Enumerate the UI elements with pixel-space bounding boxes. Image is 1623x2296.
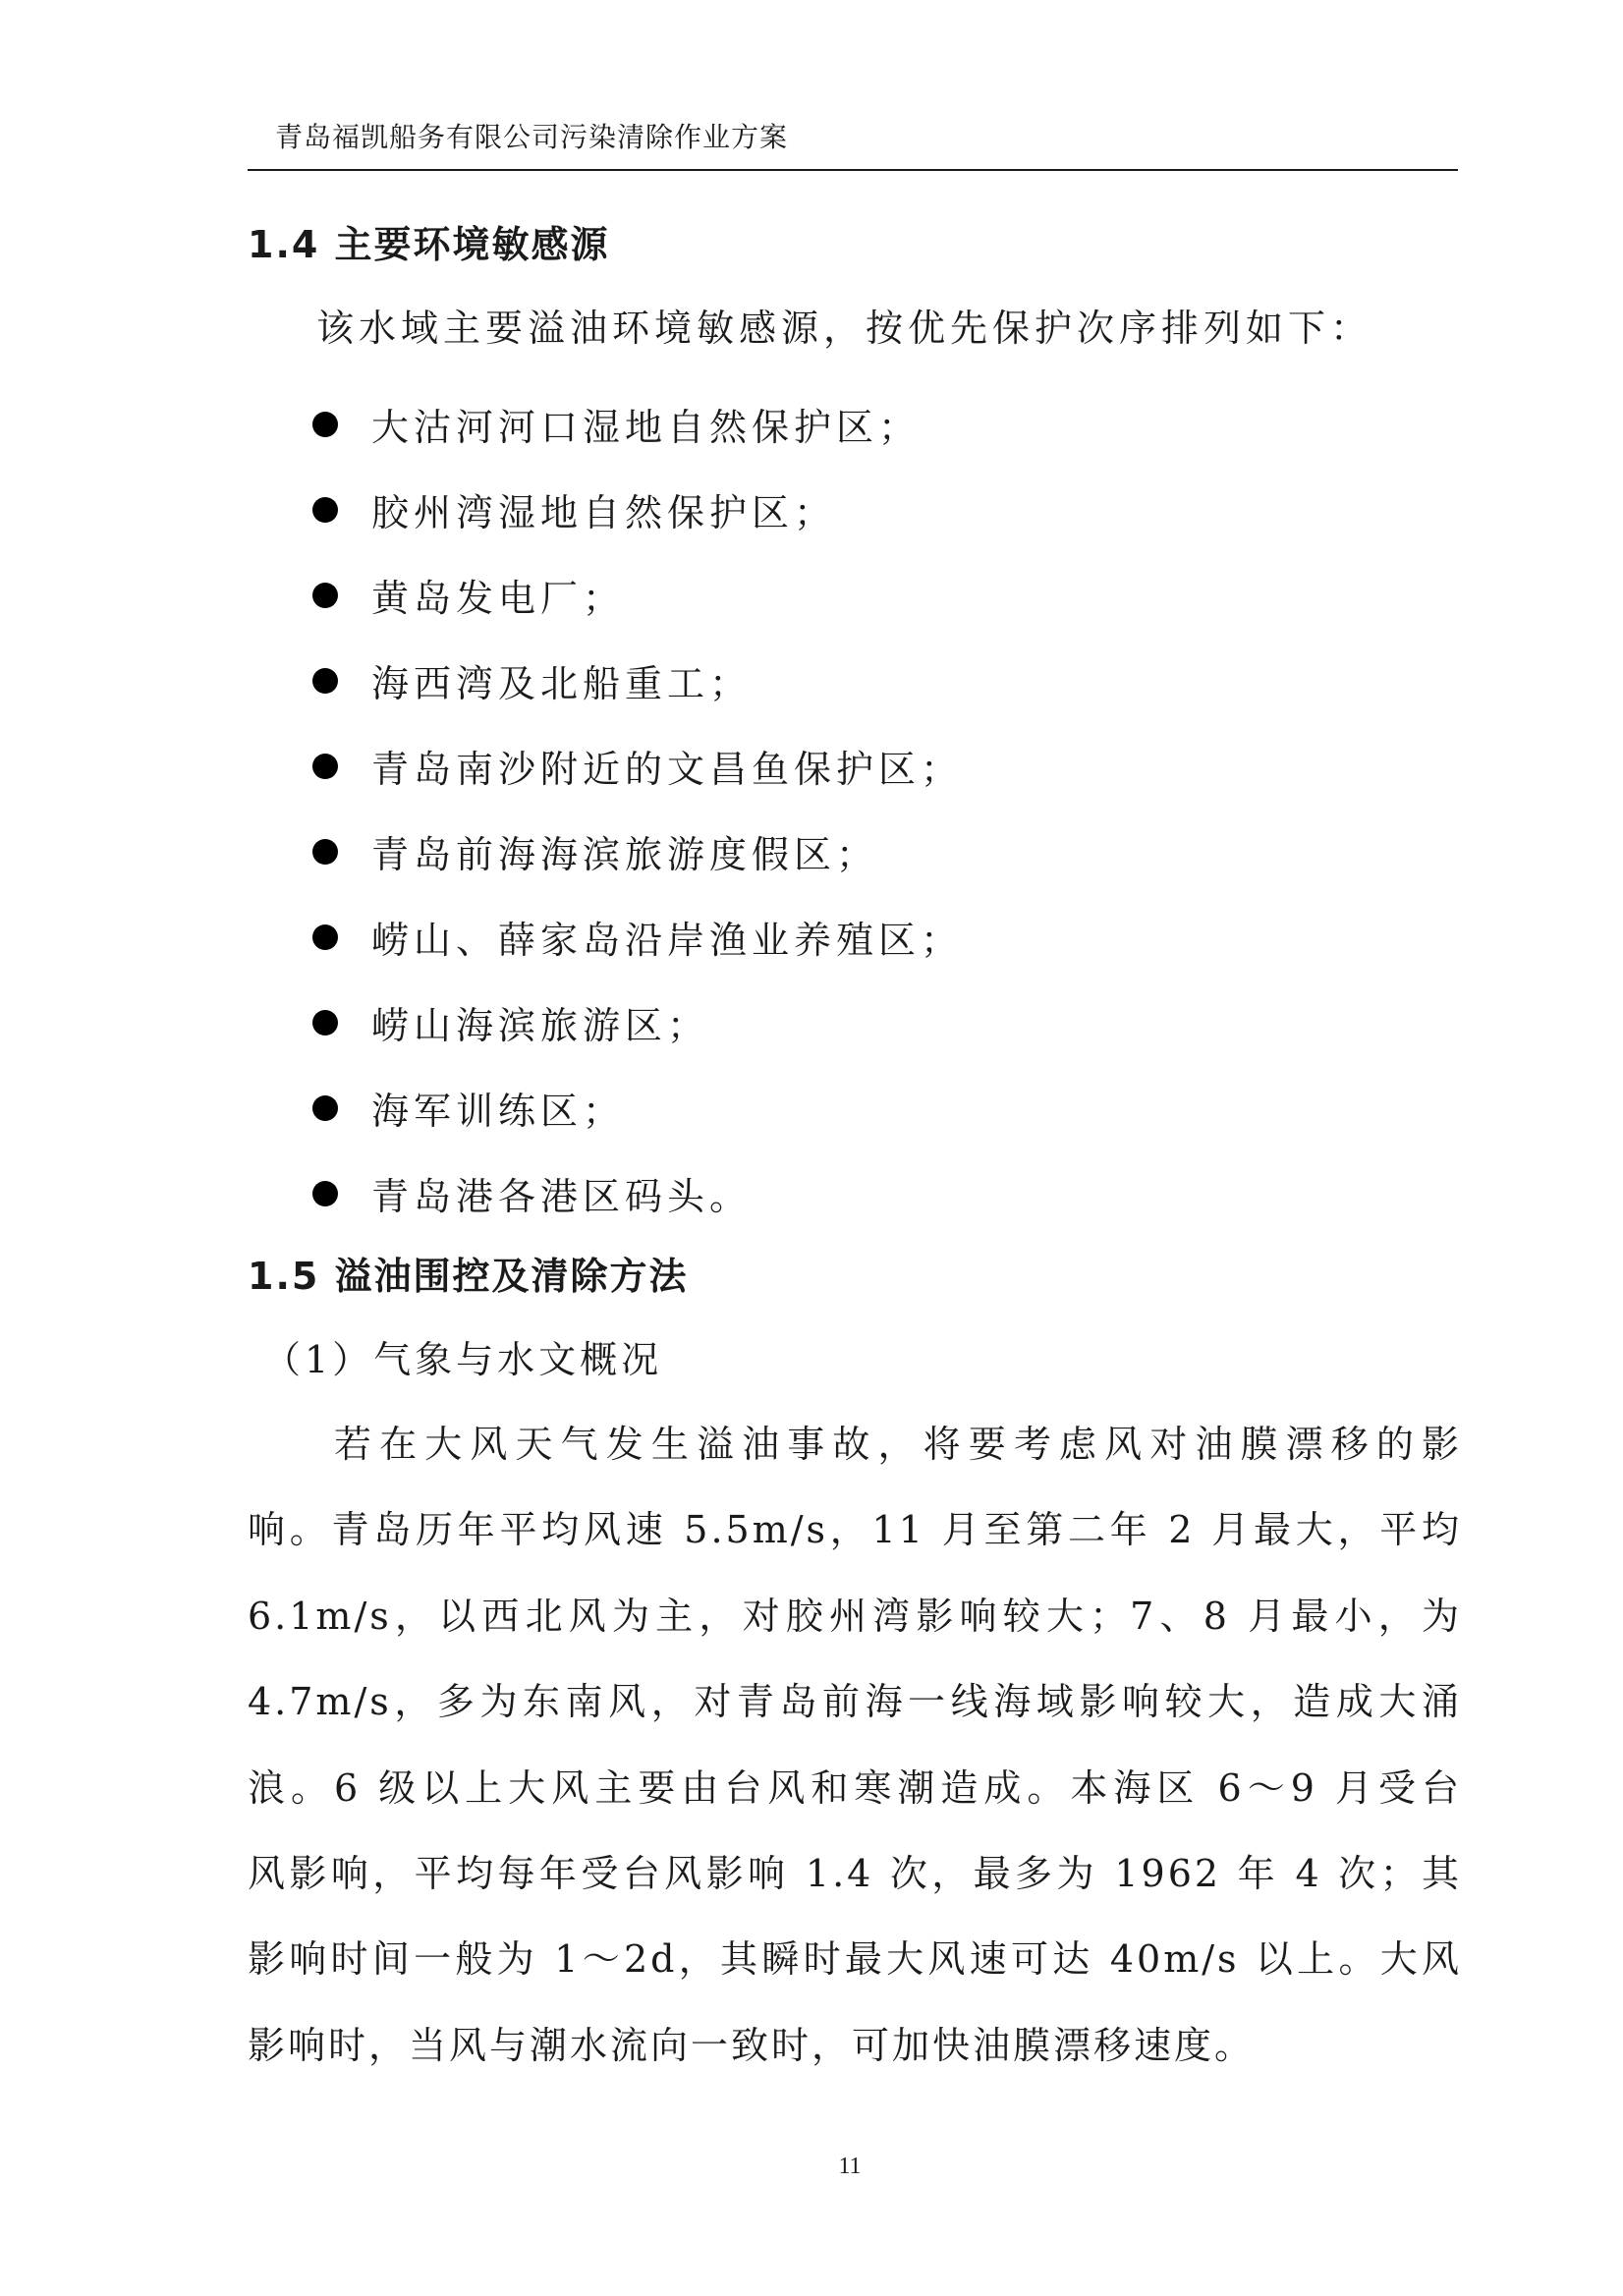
paragraph-line: 影响时间一般为 1～2d，其瞬时最大风速可达 40m/s 以上。大风 bbox=[248, 1937, 1462, 1982]
list-item bbox=[312, 1150, 963, 1236]
section-heading-1-5: 1.5 溢油围控及清除方法 bbox=[248, 1255, 689, 1298]
list-item-text: 大沽河河口湿地自然保护区； bbox=[371, 406, 922, 449]
list-item bbox=[312, 381, 963, 467]
list-item bbox=[312, 467, 963, 552]
paragraph-line: 若在大风天气发生溢油事故，将要考虑风对油膜漂移的影 bbox=[334, 1423, 1462, 1466]
sensitive-source-list bbox=[312, 381, 963, 1236]
weather-hydrology-paragraph bbox=[248, 1402, 1462, 2089]
list-item-text: 海西湾及北船重工； bbox=[371, 662, 753, 705]
subsection-heading: （1）气象与水文概况 bbox=[263, 1338, 663, 1381]
list-item-text: 胶州湾湿地自然保护区； bbox=[371, 491, 837, 534]
section-intro: 该水域主要溢油环境敏感源，按优先保护次序排列如下： bbox=[316, 307, 1373, 350]
bullet-icon bbox=[312, 924, 338, 950]
bullet-icon bbox=[312, 583, 338, 608]
bullet-icon bbox=[312, 668, 338, 694]
list-item bbox=[312, 980, 963, 1065]
list-item bbox=[312, 723, 963, 809]
paragraph-line: 浪。6 级以上大风主要由台风和寒潮造成。本海区 6～9 月受台 bbox=[248, 1765, 1462, 1810]
bullet-icon bbox=[312, 754, 338, 779]
page-number: 11 bbox=[838, 2154, 862, 2179]
list-item-text: 海军训练区； bbox=[371, 1090, 626, 1133]
bullet-icon bbox=[312, 1181, 338, 1206]
paragraph-line: 风影响，平均每年受台风影响 1.4 次，最多为 1962 年 4 次；其 bbox=[248, 1852, 1462, 1896]
paragraph-line: 4.7m/s，多为东南风，对青岛前海一线海域影响较大，造成大涌 bbox=[248, 1680, 1462, 1724]
bullet-icon bbox=[312, 1095, 338, 1121]
list-item bbox=[312, 552, 963, 638]
bullet-icon bbox=[312, 497, 338, 523]
paragraph-line: 响。青岛历年平均风速 5.5m/s，11 月至第二年 2 月最大，平均 bbox=[248, 1508, 1462, 1552]
list-item bbox=[312, 894, 963, 980]
list-item bbox=[312, 809, 963, 894]
header-title: 青岛福凯船务有限公司污染清除作业方案 bbox=[275, 121, 789, 153]
list-item-text: 青岛南沙附近的文昌鱼保护区； bbox=[371, 748, 964, 791]
list-item-text: 崂山海滨旅游区； bbox=[371, 1004, 710, 1047]
list-item-text: 青岛港各港区码头。 bbox=[371, 1175, 753, 1218]
list-item-text: 青岛前海海滨旅游度假区； bbox=[371, 833, 879, 876]
bullet-icon bbox=[312, 839, 338, 865]
list-item-text: 黄岛发电厂； bbox=[371, 577, 626, 620]
bullet-icon bbox=[312, 1010, 338, 1036]
bullet-icon bbox=[312, 412, 338, 437]
list-item bbox=[312, 638, 963, 723]
list-item bbox=[312, 1065, 963, 1150]
list-item-text: 崂山、薛家岛沿岸渔业养殖区； bbox=[371, 919, 964, 962]
paragraph-line: 6.1m/s，以西北风为主，对胶州湾影响较大；7、8 月最小，为 bbox=[248, 1594, 1462, 1638]
section-heading-1-4: 1.4 主要环境敏感源 bbox=[248, 223, 610, 266]
paragraph-line: 影响时，当风与潮水流向一致时，可加快油膜漂移速度。 bbox=[248, 2023, 1256, 2067]
page-header bbox=[248, 110, 1458, 171]
